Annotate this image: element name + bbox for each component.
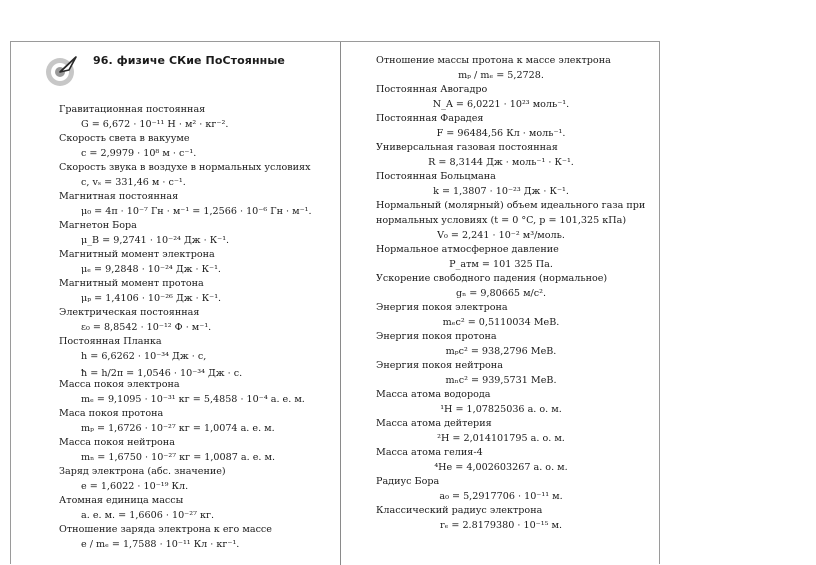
constant-entry [342,505,660,532]
constant-formula: e / mₑ = 1,7588 · 10⁻¹¹ Кл · кг⁻¹. [81,539,240,550]
page-title: 96. физиче СКие ПоСтоянные [93,54,285,67]
constant-formula: mₚ / mₑ = 5,2728. [458,70,544,81]
constant-entry [11,278,340,305]
constant-formula: R = 8,3144 Дж · моль⁻¹ · К⁻¹. [428,157,574,168]
constant-formula: e = 1,6022 · 10⁻¹⁹ Кл. [81,481,189,492]
constant-formula: ⁴He = 4,002603267 а. о. м. [434,462,568,473]
constant-formula: rₑ = 2.8179380 · 10⁻¹⁵ м. [440,520,562,531]
constant-entry [11,104,340,131]
constant-formula: μ_B = 9,2741 · 10⁻²⁴ Дж · К⁻¹. [81,235,230,246]
constant-entry [11,466,340,493]
constant-name: Классический радиус электрона [376,505,543,516]
constant-entry [342,55,660,82]
constant-formula: gₙ = 9,80665 м/с². [455,288,547,299]
constant-entry [11,220,340,247]
constant-name: Заряд электрона (абс. значение) [59,466,226,477]
constant-entry [11,379,340,406]
constant-entry [11,365,340,380]
constant-formula: h = 6,6262 · 10⁻³⁴ Дж · с, [81,351,207,362]
constant-name: Энергия покоя нейтрона [376,360,503,371]
constant-entry [342,171,660,198]
constant-name: Масса атома водорода [376,389,491,400]
constant-name: Скорость звука в воздухе в нормальных условиях [59,162,311,173]
constant-formula: mₙ = 1,6750 · 10⁻²⁷ кг = 1,0087 а. е. м. [81,452,276,463]
constant-name: Отношение массы протона к массе электрона [376,55,611,66]
constant-formula: μ₀ = 4π · 10⁻⁷ Гн · м⁻¹ = 1,2566 · 10⁻⁶ Гн · м⁻¹. [81,206,312,217]
constant-entry [11,249,340,276]
constant-entry [11,408,340,435]
constant-formula: G = 6,672 · 10⁻¹¹ Н · м² · кг⁻². [81,119,229,130]
constant-formula: P_атм = 101 325 Па. [449,259,553,270]
constant-name: Нормальное атмосферное давление [376,244,559,255]
constant-entry [11,133,340,160]
constant-entry [342,331,660,358]
constant-name: Магнитная постоянная [59,191,179,202]
constant-entry [342,418,660,445]
constant-formula: а. е. м. = 1,6606 · 10⁻²⁷ кг. [81,510,215,521]
constant-name: Постоянная Авогадро [376,84,488,95]
constant-name: Магнитный момент электрона [59,249,215,260]
constant-name: Нормальный (молярный) объем идеального газа при [376,200,646,211]
constant-formula: V₀ = 2,241 · 10⁻² м³/моль. [437,230,565,241]
constant-entry [11,191,340,218]
constant-entry [11,495,340,522]
constant-name: нормальных условиях (t = 0 °C, p = 101,325 кПа) [376,215,627,226]
constant-name: Магнетон Бора [59,220,137,231]
constant-formula: c = 2,9979 · 10⁸ м · с⁻¹. [81,148,197,159]
constant-entry [11,524,340,551]
constant-formula: mₑ = 9,1095 · 10⁻³¹ кг = 5,4858 · 10⁻⁴ а. е. м. [81,394,305,405]
constant-entry [342,360,660,387]
constant-formula: μₑ = 9,2848 · 10⁻²⁴ Дж · К⁻¹. [81,264,221,275]
constant-name: Ускорение свободного падения (нормальное) [376,273,608,284]
constant-formula: mₑc² = 0,5110034 МеВ. [442,317,560,328]
constant-formula: F = 96484,56 Кл · моль⁻¹. [436,128,566,139]
constant-entry [11,307,340,334]
constant-formula: a₀ = 5,2917706 · 10⁻¹¹ м. [439,491,563,502]
constant-formula: c, vₛ = 331,46 м · с⁻¹. [81,177,186,188]
constant-entry [342,302,660,329]
constant-name: Радиус Бора [376,476,440,487]
constant-name: Масса атома дейтерия [376,418,492,429]
constant-name: Постоянная Фарадея [376,113,484,124]
constant-name: Масса покоя нейтрона [59,437,175,448]
constant-name: Энергия покоя электрона [376,302,508,313]
constant-entry [342,476,660,503]
constant-formula: ²H = 2,014101795 а. о. м. [437,433,565,444]
constant-formula: mₙc² = 939,5731 МеВ. [445,375,557,386]
compass-logo-icon [43,53,79,89]
constant-entry [342,142,660,169]
constant-name: Гравитационная постоянная [59,104,206,115]
document-page [10,41,660,564]
constant-entry [342,389,660,416]
constant-name: Постоянная Больцмана [376,171,496,182]
constant-entry [342,84,660,111]
constant-name: Энергия покоя протона [376,331,497,342]
constant-formula: mₚc² = 938,2796 МеВ. [445,346,557,357]
constant-entry [11,336,340,363]
constant-name: Отношение заряда электрона к его массе [59,524,272,535]
constant-entry [11,437,340,464]
constant-formula: ¹H = 1,07825036 а. о. м. [440,404,562,415]
constant-name: Магнитный момент протона [59,278,204,289]
constant-formula: ε₀ = 8,8542 · 10⁻¹² Ф · м⁻¹. [81,322,212,333]
constant-entry [342,273,660,300]
constant-name: Постоянная Планка [59,336,162,347]
constant-entry [342,113,660,140]
constant-entry [11,162,340,189]
constant-name: Электрическая постоянная [59,307,200,318]
constant-formula: ħ = h/2π = 1,0546 · 10⁻³⁴ Дж · с. [81,368,243,379]
constant-formula: μₚ = 1,4106 · 10⁻²⁶ Дж · К⁻¹. [81,293,222,304]
constant-entry [342,244,660,271]
constant-name: Масса атома гелия-4 [376,447,483,458]
constant-name: Универсальная газовая постоянная [376,142,558,153]
constant-formula: N_A = 6,0221 · 10²³ моль⁻¹. [432,99,570,110]
constant-name: Масса покоя электрона [59,379,180,390]
constant-formula: k = 1,3807 · 10⁻²³ Дж · К⁻¹. [433,186,569,197]
constant-entry [342,447,660,474]
constant-entry [342,215,660,242]
constant-name: Скорость света в вакууме [59,133,190,144]
column-divider [340,42,341,565]
constant-name: Атомная единица массы [59,495,184,506]
constant-formula: mₚ = 1,6726 · 10⁻²⁷ кг = 1,0074 а. е. м. [81,423,275,434]
constant-name: Маса покоя протона [59,408,164,419]
constant-entry [342,200,660,215]
